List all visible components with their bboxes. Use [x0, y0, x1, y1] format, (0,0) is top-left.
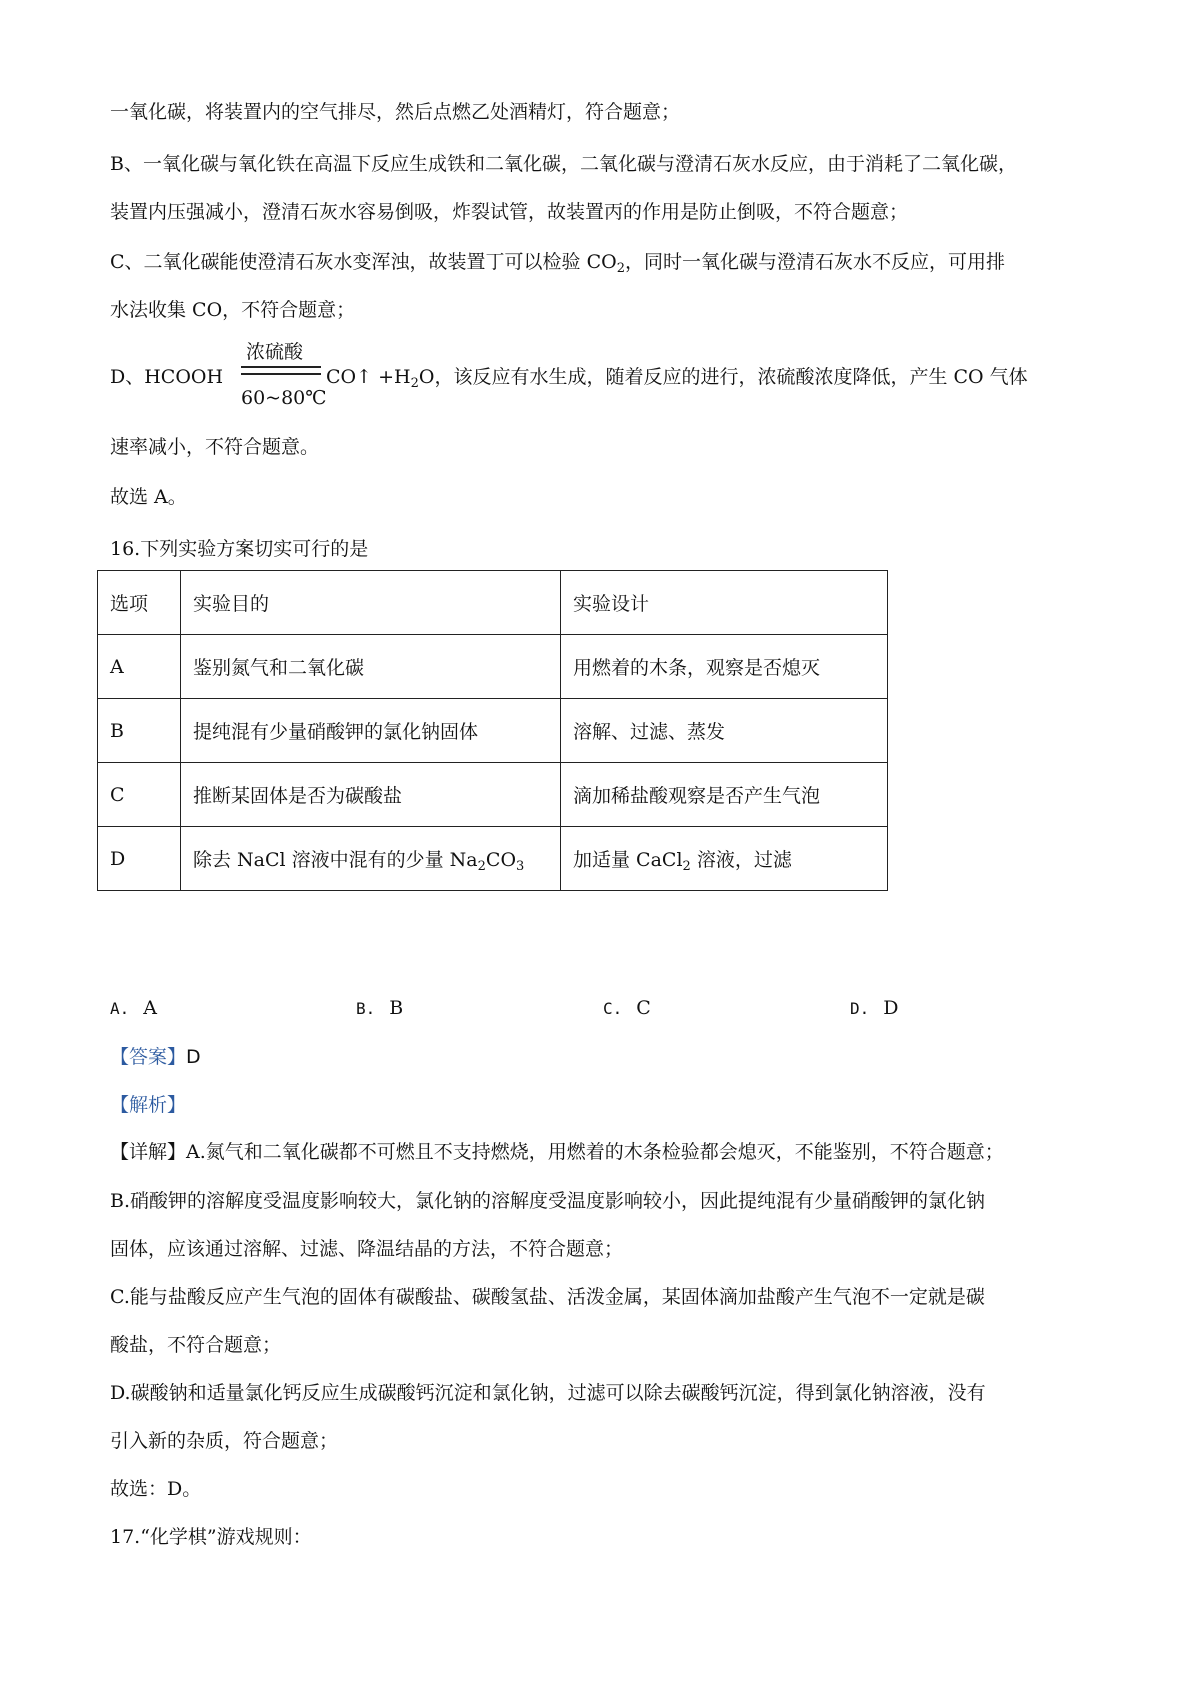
text-segment: CO [485, 849, 517, 871]
text-line: 一氧化碳，将装置内的空气排尽，然后点燃乙处酒精灯，符合题意； [110, 101, 681, 123]
subscript: 2 [682, 859, 691, 874]
text-segment: CO↑ +H [326, 366, 411, 388]
text-line: B.硝酸钾的溶解度受温度影响较大，氯化钠的溶解度受温度影响较小，因此提纯混有少量硝酸钾的氯化钠 [110, 1190, 986, 1212]
question-stem: 16.下列实验方案切实可行的是 [110, 538, 369, 560]
analysis-label: 【解析】 [110, 1094, 187, 1116]
text-segment: 除去 NaCl 溶液中混有的少量 Na [193, 849, 478, 871]
text-line: 水法收集 CO，不符合题意； [110, 299, 356, 321]
design-cell: 溶解、过滤、蒸发 [561, 699, 888, 763]
answer-option-c: C. C [603, 997, 651, 1019]
purpose-cell [181, 827, 561, 891]
text-line: 故选：D。 [110, 1478, 202, 1500]
text-segment: 加适量 CaCl [573, 849, 683, 871]
answer-line [110, 1045, 201, 1069]
table-row [98, 635, 888, 699]
text-line [110, 250, 1005, 274]
text-line: D.碳酸钠和适量氯化钙反应生成碳酸钙沉淀和氯化钠，过滤可以除去碳酸钙沉淀，得到氯化钠溶液，没有 [110, 1382, 986, 1404]
text-line: 装置内压强减小，澄清石灰水容易倒吸，炸裂试管，故装置丙的作用是防止倒吸，不符合题意； [110, 201, 909, 223]
answer-option-b: B. B [356, 997, 404, 1019]
design-cell: 滴加稀盐酸观察是否产生气泡 [561, 763, 888, 827]
reaction-equals-sign [241, 366, 321, 375]
text-line: 固体，应该通过溶解、过滤、降温结晶的方法，不符合题意； [110, 1238, 624, 1260]
design-cell: 用燃着的木条，观察是否熄灭 [561, 635, 888, 699]
table-header-row [98, 571, 888, 635]
option-cell: C [98, 763, 181, 827]
reaction-condition-bottom: 60~80℃ [241, 387, 327, 409]
text-segment: 溶液，过滤 [690, 849, 792, 871]
answer-label: 【答案】 [110, 1046, 187, 1068]
purpose-cell: 鉴别氮气和二氧化碳 [181, 635, 561, 699]
design-cell [561, 827, 888, 891]
text-line: 酸盐，不符合题意； [110, 1334, 282, 1356]
subscript: 2 [410, 376, 419, 391]
text-line: 引入新的杂质，符合题意； [110, 1430, 339, 1452]
purpose-cell: 推断某固体是否为碳酸盐 [181, 763, 561, 827]
subscript: 3 [516, 859, 525, 874]
text-segment: ，该反应有水生成，随着反应的进行，浓硫酸浓度降低，产生 CO 气体 [434, 366, 1028, 388]
equation-prefix: D、HCOOH [110, 366, 224, 388]
text-line: C.能与盐酸反应产生气泡的固体有碳酸盐、碳酸氢盐、活泼金属，某固体滴加盐酸产生气泡不一定就是碳 [110, 1286, 985, 1308]
option-cell: D [98, 827, 181, 891]
reaction-condition-top: 浓硫酸 [246, 341, 304, 363]
table-header-cell: 实验目的 [181, 571, 561, 635]
option-cell: B [98, 699, 181, 763]
purpose-cell: 提纯混有少量硝酸钾的氯化钠固体 [181, 699, 561, 763]
experiment-table [97, 570, 888, 891]
text-line: B、一氧化碳与氧化铁在高温下反应生成铁和二氧化碳，二氧化碳与澄清石灰水反应，由于消耗了二氧化碳， [110, 153, 1017, 175]
table-row [98, 699, 888, 763]
table-row [98, 827, 888, 891]
text-line: 速率减小，不符合题意。 [110, 436, 320, 458]
subscript: 2 [477, 859, 486, 874]
answer-value: D [186, 1046, 201, 1068]
equation-products [326, 365, 1028, 389]
table-header-cell: 实验设计 [561, 571, 888, 635]
answer-option-a: A. A [110, 997, 157, 1019]
text-line: 【详解】A.氮气和二氧化碳都不可燃且不支持燃烧，用燃着的木条检验都会熄灭，不能鉴别，不符合题意； [110, 1141, 1004, 1163]
question-stem: 17.“化学棋”游戏规则： [110, 1526, 312, 1548]
text-segment: O [418, 366, 435, 388]
table-header-cell: 选项 [98, 571, 181, 635]
text-segment: ，同时一氧化碳与澄清石灰水不反应，可用排 [624, 251, 1005, 273]
subscript: 2 [616, 261, 625, 276]
table-row [98, 763, 888, 827]
option-cell: A [98, 635, 181, 699]
text-line: 故选 A。 [110, 486, 187, 508]
answer-option-d: D. D [850, 997, 899, 1019]
text-segment: C、二氧化碳能使澄清石灰水变浑浊，故装置丁可以检验 CO [110, 251, 617, 273]
